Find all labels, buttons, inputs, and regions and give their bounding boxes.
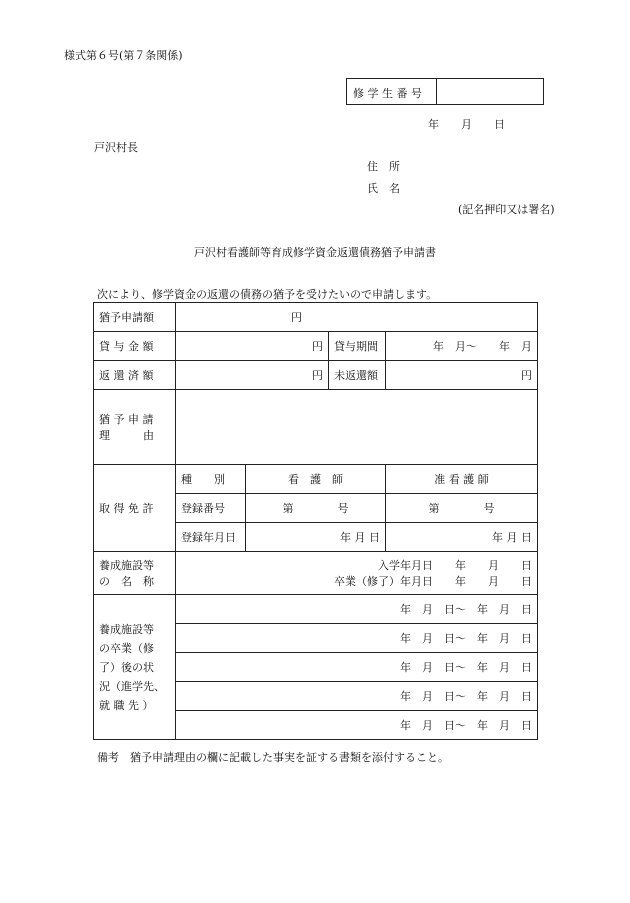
period-field-1[interactable]: 年 月 日～ 年 月 日 [176,595,538,624]
deferral-amount-field[interactable] [176,303,538,332]
reason-field[interactable] [176,390,538,465]
date-line: 年 月 日 [428,118,505,131]
intro-text: 次により、修学資金の返還の債務の猶予を受けたいので申請します。 [97,288,438,301]
graduation-date-line: 卒業（修了）年月日 年 月 日 [334,575,532,588]
application-table [93,302,538,740]
after-label-line-4: 況（進学先、 [99,679,165,693]
after-label-line-5: 就 職 先 ） [99,698,154,712]
loan-amount-row [94,332,538,361]
license-type-row [94,465,538,494]
deferral-amount-label: 猶予申請額 [94,303,176,332]
loan-amount-label: 貸 与 金 額 [94,332,176,361]
loan-period-label: 貸与期間 [329,332,386,361]
period-field-5[interactable]: 年 月 日～ 年 月 日 [176,711,538,740]
name-label: 氏 名 [367,182,400,195]
reason-label [94,390,176,465]
reason-label-line-2: 理 由 [99,429,154,442]
address-label: 住 所 [367,160,400,173]
seal-note: (記名押印又は署名) [458,203,555,216]
school-row [94,552,538,595]
repaid-row [94,361,538,390]
registration-number-label: 登録番号 [176,494,246,523]
license-label: 取 得 免 許 [94,465,176,552]
deferral-amount-row [94,303,538,332]
registration-date-nurse[interactable]: 年 月 日 [246,523,386,552]
period-row [94,595,538,624]
loan-amount-field[interactable] [176,332,329,361]
registration-number-assoc[interactable]: 第 号 [386,494,538,523]
unpaid-unit: 円 [521,369,532,382]
period-field-2[interactable]: 年 月 日～ 年 月 日 [176,624,538,653]
after-label-line-2: の卒業（修 [99,641,154,655]
school-field[interactable] [176,552,538,595]
unpaid-field[interactable] [386,361,538,390]
school-label-line-1: 養成施設等 [99,559,154,572]
repaid-label: 返 還 済 額 [94,361,176,390]
loan-period-field[interactable]: 年 月～ 年 月 [386,332,538,361]
addressee: 戸沢村長 [94,141,138,154]
loan-amount-unit: 円 [312,340,323,353]
student-number-label: 修 学 生 番 号 [353,87,422,100]
after-label-line-1: 養成施設等 [99,622,154,636]
student-number-box [346,78,544,105]
unpaid-label: 未返還額 [329,361,386,390]
admission-date-line: 入学年月日 年 月 日 [378,559,532,572]
after-graduation-label [94,595,176,740]
school-label-line-2: の 名 称 [99,575,154,588]
form-number: 様式第６号(第７条関係) [64,49,183,62]
type-assoc-nurse: 准 看 護 師 [386,465,538,494]
reason-row [94,390,538,465]
period-field-4[interactable]: 年 月 日～ 年 月 日 [176,682,538,711]
repaid-field[interactable] [176,361,329,390]
registration-date-assoc[interactable]: 年 月 日 [386,523,538,552]
remarks-note: 備考 猶予申請理由の欄に記載した事実を証する書類を添付すること。 [97,751,449,764]
registration-number-nurse[interactable]: 第 号 [246,494,386,523]
license-type-label: 種 別 [176,465,246,494]
type-nurse: 看 護 師 [246,465,386,494]
after-label-line-3: 了）後の状 [99,660,154,674]
period-field-3[interactable]: 年 月 日～ 年 月 日 [176,653,538,682]
deferral-amount-unit: 円 [291,311,302,324]
form-title: 戸沢村看護師等育成修学資金返還債務猶予申請書 [194,246,436,259]
school-label [94,552,176,595]
registration-date-label: 登録年月日 [176,523,246,552]
divider [436,79,437,104]
reason-label-line-1: 猶 予 申 請 [99,413,154,426]
repaid-unit: 円 [312,369,323,382]
